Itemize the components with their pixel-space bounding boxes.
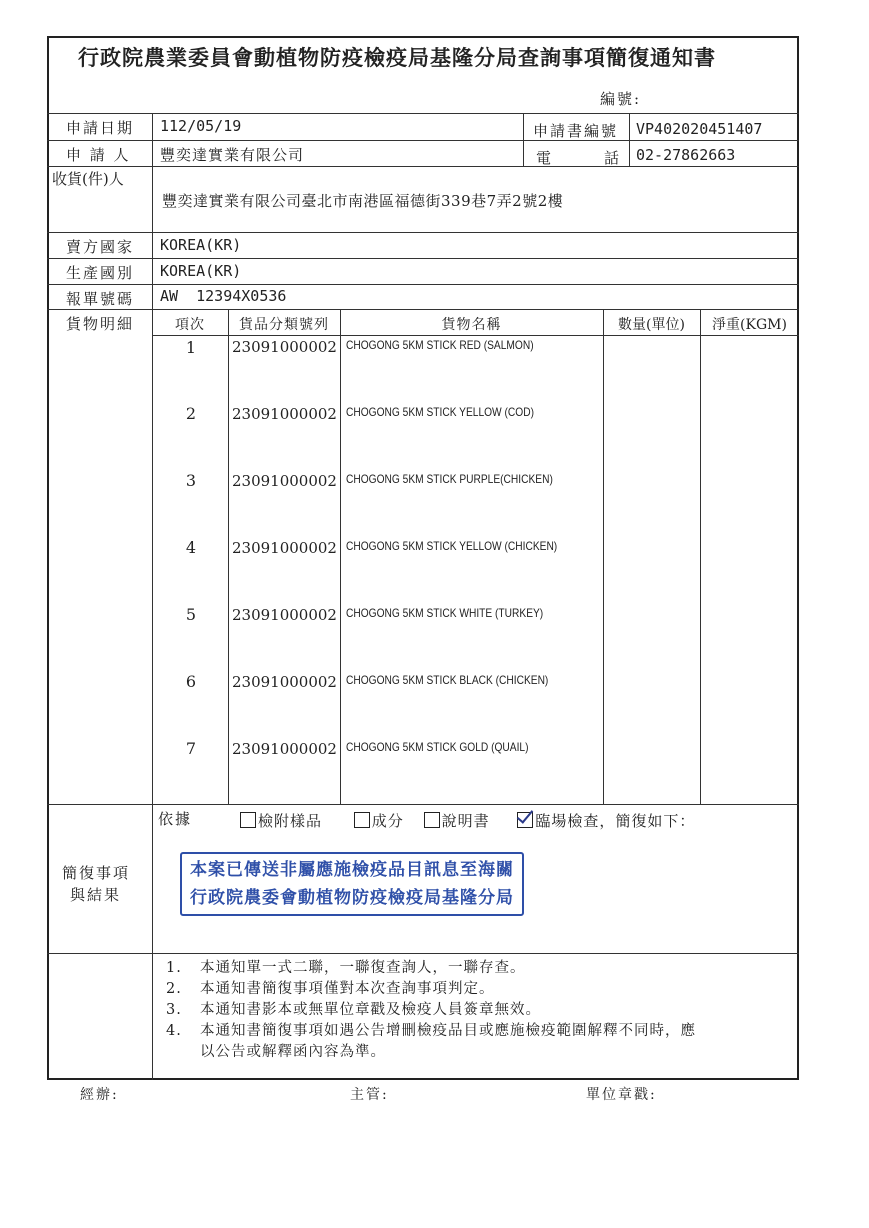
note-number: 1.	[166, 960, 182, 976]
goods-row-name: CHOGONG 5KM STICK GOLD (QUAIL)	[346, 740, 529, 754]
apply-date-value: 112/05/19	[160, 117, 242, 135]
checked-checkbox-icon[interactable]	[517, 812, 533, 828]
goods-row-code: 23091000002	[232, 472, 337, 490]
goods-row-no: 5	[185, 605, 197, 624]
row-divider	[47, 232, 799, 233]
note-item	[166, 958, 696, 979]
option-manual-label: 說明書	[441, 812, 490, 830]
goods-row-no: 3	[185, 471, 197, 490]
goods-row-no: 2	[185, 404, 197, 423]
goods-col-line	[340, 309, 341, 804]
option-ingredient-label: 成分	[371, 812, 404, 830]
goods-header-code: 貨品分類號列	[239, 317, 329, 333]
row-divider	[47, 166, 799, 167]
app-no-value: VP402020451407	[636, 120, 763, 138]
note-text: 本通知書影本或無單位章戳及檢疫人員簽章無效。	[200, 1002, 541, 1018]
goods-row-name: CHOGONG 5KM STICK RED (SALMON)	[346, 338, 534, 352]
row-divider	[47, 284, 799, 285]
result-stamp	[180, 852, 524, 916]
note-text: 本通知單一式二聯，一聯復查詢人，一聯存查。	[200, 960, 526, 976]
goods-header-item: 項次	[175, 317, 205, 333]
goods-row-no: 7	[185, 739, 197, 758]
note-item	[166, 1021, 696, 1042]
label-column-line	[152, 113, 153, 1080]
goods-row-code: 23091000002	[232, 539, 337, 557]
row-divider	[47, 140, 799, 141]
basis-label: 依據	[158, 810, 193, 828]
option-onsite-inspection[interactable]	[517, 812, 695, 830]
goods-col-line	[700, 309, 701, 804]
goods-row-code: 23091000002	[232, 606, 337, 624]
note-text: 本通知書簡復事項如遇公告增刪檢疫品目或應施檢疫範圍解釋不同時，應	[200, 1023, 696, 1039]
note-text: 本通知書簡復事項僅對本次查詢事項判定。	[200, 981, 495, 997]
stamp-line1: 本案已傳送非屬應施檢疫品目訊息至海關	[190, 860, 514, 880]
goods-row-no: 1	[185, 338, 197, 357]
result-label-line1: 簡復事項	[62, 864, 131, 882]
phone-value: 02-27862663	[636, 146, 736, 164]
option-onsite-inspection-label: 臨場檢查，簡復如下：	[535, 812, 696, 830]
row-divider	[47, 113, 799, 114]
goods-col-line	[228, 309, 229, 804]
goods-row-name: CHOGONG 5KM STICK PURPLE(CHICKEN)	[346, 472, 553, 486]
goods-row-code: 23091000002	[232, 405, 337, 423]
goods-row-code: 23091000002	[232, 740, 337, 758]
goods-header-name: 貨物名稱	[441, 317, 502, 333]
seller-country-label: 賣方國家	[66, 238, 135, 256]
number-label: 編號:	[600, 90, 642, 108]
unit-stamp-label: 單位章戳:	[586, 1087, 657, 1103]
applicant-value: 豐奕達實業有限公司	[160, 146, 305, 164]
checkbox-icon[interactable]	[240, 812, 256, 828]
option-manual[interactable]	[424, 812, 490, 830]
option-sample-label: 檢附樣品	[258, 812, 323, 830]
origin-label: 生產國別	[66, 264, 135, 282]
handler-label: 經辦:	[80, 1087, 119, 1103]
document-title: 行政院農業委員會動植物防疫檢疫局基隆分局查詢事項簡復通知書	[78, 45, 716, 70]
row-divider	[47, 804, 799, 805]
checkbox-icon[interactable]	[354, 812, 370, 828]
goods-row-name: CHOGONG 5KM STICK BLACK (CHICKEN)	[346, 673, 549, 687]
note-number: 2.	[166, 981, 182, 997]
stamp-line2: 行政院農委會動植物防疫檢疫局基隆分局	[190, 888, 514, 908]
goods-row-code: 23091000002	[232, 673, 337, 691]
goods-row-no: 4	[185, 538, 197, 557]
basis-options	[240, 810, 695, 831]
note-number: 4.	[166, 1023, 182, 1039]
row-divider	[47, 309, 799, 310]
consignee-label: 收貨(件)人	[52, 170, 124, 188]
goods-row-code: 23091000002	[232, 338, 337, 356]
note-number: 3.	[166, 1002, 182, 1018]
consignee-value: 豐奕達實業有限公司臺北市南港區福德街339巷7弄2號2樓	[162, 192, 564, 210]
supervisor-label: 主管:	[350, 1087, 389, 1103]
note-continuation: 以公告或解釋函內容為準。	[200, 1044, 386, 1060]
goods-header-weight: 淨重(KGM)	[712, 317, 787, 333]
declaration-label: 報單號碼	[66, 290, 135, 308]
option-sample[interactable]	[240, 812, 322, 830]
result-label-line2: 與結果	[70, 886, 122, 904]
notes-list	[166, 958, 696, 1063]
cell-line	[629, 113, 630, 166]
note-item	[166, 1000, 696, 1021]
checkbox-icon[interactable]	[424, 812, 440, 828]
row-divider	[47, 258, 799, 259]
goods-row-name: CHOGONG 5KM STICK YELLOW (CHICKEN)	[346, 539, 558, 553]
seller-country-value: KOREA(KR)	[160, 236, 242, 254]
app-no-label: 申請書編號	[533, 122, 619, 140]
goods-col-line	[603, 309, 604, 804]
goods-row-name: CHOGONG 5KM STICK YELLOW (COD)	[346, 405, 534, 419]
applicant-label: 申 請 人	[66, 146, 131, 164]
goods-header-divider	[152, 335, 799, 336]
goods-row-name: CHOGONG 5KM STICK WHITE (TURKEY)	[346, 606, 544, 620]
goods-row-no: 6	[185, 672, 197, 691]
row-divider	[47, 953, 799, 954]
option-ingredient[interactable]	[354, 812, 404, 830]
origin-value: KOREA(KR)	[160, 262, 242, 280]
cell-line	[523, 113, 524, 166]
goods-header-qty: 數量(單位)	[618, 317, 685, 333]
goods-label: 貨物明細	[66, 315, 135, 333]
phone-label: 電 話	[536, 149, 622, 167]
note-item	[166, 979, 696, 1000]
declaration-value: AW 12394X0536	[160, 287, 287, 305]
apply-date-label: 申請日期	[66, 119, 135, 137]
